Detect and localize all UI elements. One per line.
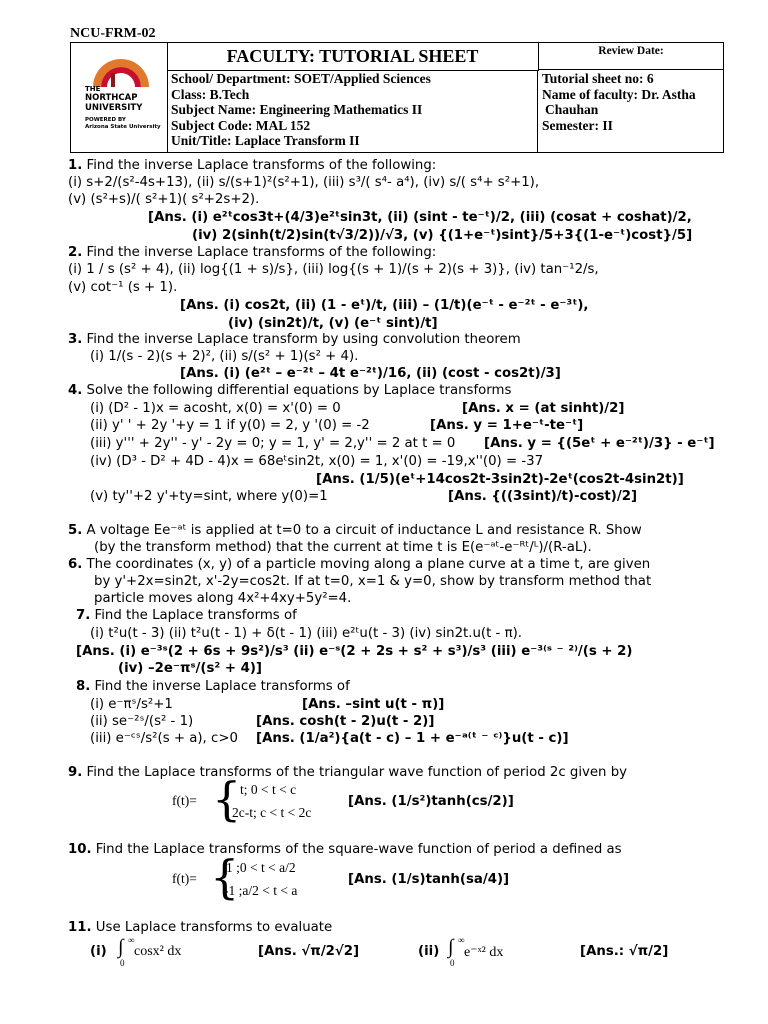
q9-answer: [Ans. (1/s²)tanh(cs/2)] — [348, 794, 514, 809]
q6-line2: by y'+2x=sin2t, x'-2y=cos2t. If at t=0, x=1 & y=0, show by transform method that — [94, 574, 652, 589]
school: School/ Department: SOET/Applied Sciences — [171, 71, 431, 86]
logo-asu: Arizona State University — [85, 124, 161, 130]
logo-line1: THE — [85, 85, 101, 93]
q9-piece1: t; 0 < t < c — [240, 782, 297, 797]
faculty-name: Name of faculty: Dr. Astha — [542, 86, 696, 102]
unit-title: Unit/Title: Laplace Transform II — [171, 133, 360, 149]
class: Class: B.Tech — [171, 86, 250, 102]
q2-answer2: (iv) (sin2t)/t, (v) (e⁻ᵗ sint)/t] — [228, 316, 438, 331]
q1-answer2: (iv) 2(sinh(t/2)sin(t√3/2))/√3, (v) {(1+e⁻ᵗ)sint}/5+3{(1-e⁻ᵗ)cost}/5] — [192, 228, 693, 243]
sheet-info — [538, 70, 724, 152]
q11-ii-label: (ii) — [418, 944, 440, 959]
q10-brace: { — [210, 850, 240, 904]
q5-line1: 5. A voltage Ee⁻ᵃᵗ is applied at t=0 to a circuit of inductance L and resistance R. Show — [68, 523, 642, 538]
q2-answer1: [Ans. (i) cos2t, (ii) (1 - eᵗ)/t, (iii) – (1/t)(e⁻ᵗ - e⁻²ᵗ - e⁻³ᵗ), — [180, 298, 589, 313]
q3-answer: [Ans. (i) (e²ᵗ – e⁻²ᵗ – 4t e⁻²ᵗ)/16, (ii) (cost - cos2t)/3] — [180, 366, 561, 381]
q2-line2: (v) cot⁻¹ (s + 1). — [68, 280, 178, 295]
form-code: NCU-FRM-02 — [70, 26, 156, 41]
logo-powered: POWERED BY — [85, 117, 126, 123]
q4-i: (i) (D² - 1)x = acosht, x(0) = x'(0) = 0 — [90, 401, 341, 416]
sheet-number: Tutorial sheet no: 6 — [542, 71, 654, 86]
q8-ii-answer: [Ans. cosh(t - 2)u(t - 2)] — [256, 714, 435, 729]
q9-prompt: 9. Find the Laplace transforms of the triangular wave function of period 2c given by — [68, 765, 628, 780]
q7-answer1: [Ans. (i) e⁻³ˢ(2 + 6s + 9s²)/s³ (ii) e⁻ˢ(2 + 2s + s² + s³)/s³ (iii) e⁻³⁽ˢ ⁻ ²⁾/(s + 2) — [76, 644, 633, 659]
q4-prompt: 4. Solve the following differential equations by Laplace transforms — [68, 383, 512, 398]
course-info — [167, 70, 538, 152]
q8-iii: (iii) e⁻ᶜˢ/s²(s + a), c>0 — [90, 731, 238, 746]
q10-prompt: 10. Find the Laplace transforms of the square-wave function of period a defined as — [68, 842, 622, 857]
q6-line3: particle moves along 4x²+4xy+5y²=4. — [94, 591, 352, 606]
q11-ii-upper: ∞ — [458, 935, 465, 945]
q1-prompt: 1. Find the inverse Laplace transforms of the following: — [68, 158, 437, 173]
q8-prompt: 8. Find the inverse Laplace transforms of — [76, 679, 350, 694]
q6-line1: 6. The coordinates (x, y) of a particle moving along a plane curve at a time t, are given — [68, 557, 651, 572]
q4-iii: (iii) y''' + 2y'' - y' - 2y = 0; y = 1, y' = 2,y'' = 2 at t = 0 — [90, 436, 456, 451]
q4-ii-answer: [Ans. y = 1+e⁻ᵗ-te⁻ᵗ] — [430, 418, 584, 433]
q7-answer2: (iv) –2e⁻πˢ/(s² + 4)] — [118, 661, 263, 676]
q8-i-answer: [Ans. –sint u(t - π)] — [302, 697, 445, 712]
q1-answer1: [Ans. (i) e²ᵗcos3t+(4/3)e²ᵗsin3t, (ii) (sint - te⁻ᵗ)/2, (iii) (cosat + coshat)/2, — [148, 210, 692, 225]
q11-ii-answer: [Ans.: √π/2] — [580, 944, 669, 959]
q10-function-label: f(t)= — [172, 871, 197, 886]
q11-i-label: (i) — [90, 944, 107, 959]
university-logo — [71, 43, 168, 152]
q11-ii-lower: 0 — [450, 958, 455, 968]
q7-prompt: 7. Find the Laplace transforms of — [76, 608, 297, 623]
q4-ii: (ii) y' ' + 2y '+y = 1 if y(0) = 2, y '(0) = -2 — [90, 418, 370, 433]
q9-piece2: 2c-t; c < t < 2c — [232, 805, 312, 820]
q5-line2: (by the transform method) that the current at time t is E(e⁻ᵃᵗ-e⁻ᴿᵗ/ᴸ)/(R-aL). — [94, 540, 592, 555]
q8-i: (i) e⁻πˢ/s²+1 — [90, 697, 173, 712]
logo-line3: UNIVERSITY — [85, 103, 143, 113]
q2-line1: (i) 1 / s (s² + 4), (ii) log{(1 + s)/s}, (iii) log{(s + 1)/(s + 2)(s + 3)}, (iv) tan⁻¹2/s, — [68, 262, 599, 277]
logo-line2: NORTHCAP — [85, 93, 138, 103]
q11-i-upper: ∞ — [128, 935, 135, 945]
q10-answer: [Ans. (1/s)tanh(sa/4)] — [348, 872, 510, 887]
q11-i-integrand: cosx² dx — [134, 944, 182, 959]
q9-function-label: f(t)= — [172, 793, 197, 808]
sheet-title: FACULTY: TUTORIAL SHEET — [167, 43, 539, 71]
faculty-name-cont: Chauhan — [545, 102, 599, 118]
q9-brace: { — [212, 772, 242, 826]
review-date: Review Date: — [538, 43, 724, 70]
q4-v: (v) ty''+2 y'+ty=sint, where y(0)=1 — [90, 489, 328, 504]
q11-ii-integrand: e⁻ˣ² dx — [464, 945, 504, 960]
q10-piece1: 1 ;0 < t < a/2 — [226, 860, 296, 875]
q4-i-answer: [Ans. x = (at sinht)/2] — [462, 401, 625, 416]
q11-i-integral-icon: ∫ — [118, 936, 124, 958]
q11-ii-integral-icon: ∫ — [448, 936, 454, 958]
q8-ii: (ii) se⁻²ˢ/(s² - 1) — [90, 714, 194, 729]
q2-prompt: 2. Find the inverse Laplace transforms of the following: — [68, 245, 437, 260]
header-table — [70, 42, 724, 153]
q4-iv-answer: [Ans. (1/5)(eᵗ+14cos2t-3sin2t)-2eᵗ(cos2t-4sin2t)] — [316, 472, 684, 487]
q4-iv: (iv) (D³ - D² + 4D - 4)x = 68eᵗsin2t, x(0) = 1, x'(0) = -19,x''(0) = -37 — [90, 454, 544, 469]
q8-iii-answer: [Ans. (1/a²){a(t - c) – 1 + e⁻ᵃ⁽ᵗ ⁻ ᶜ⁾}u(t - c)] — [256, 731, 569, 746]
q11-prompt: 11. Use Laplace transforms to evaluate — [68, 920, 333, 935]
q3-prompt: 3. Find the inverse Laplace transform by using convolution theorem — [68, 332, 521, 347]
q11-i-lower: 0 — [120, 958, 125, 968]
subject-code: Subject Code: MAL 152 — [171, 117, 311, 133]
q4-iii-answer: [Ans. y = {(5eᵗ + e⁻²ᵗ)/3} - e⁻ᵗ] — [484, 436, 715, 451]
q3-line1: (i) 1/(s - 2)(s + 2)², (ii) s/(s² + 1)(s² + 4). — [90, 349, 359, 364]
q7-line1: (i) t²u(t - 3) (ii) t²u(t - 1) + δ(t - 1) (iii) e²ᵗu(t - 3) (iv) sin2t.u(t - π). — [90, 626, 522, 641]
q1-line1: (i) s+2/(s²-4s+13), (ii) s/(s+1)²(s²+1), (iii) s³/( s⁴- a⁴), (iv) s/( s⁴+ s²+1), — [68, 175, 540, 190]
q1-line2: (v) (s²+s)/( s²+1)( s²+2s+2). — [68, 192, 260, 207]
q11-i-answer: [Ans. √π/2√2] — [258, 944, 360, 959]
semester: Semester: II — [542, 117, 613, 133]
q4-v-answer: [Ans. {((3sint)/t)-cost)/2] — [448, 489, 638, 504]
subject-name: Subject Name: Engineering Mathematics II — [171, 102, 423, 118]
q10-piece2: -1 ;a/2 < t < a — [224, 883, 298, 898]
